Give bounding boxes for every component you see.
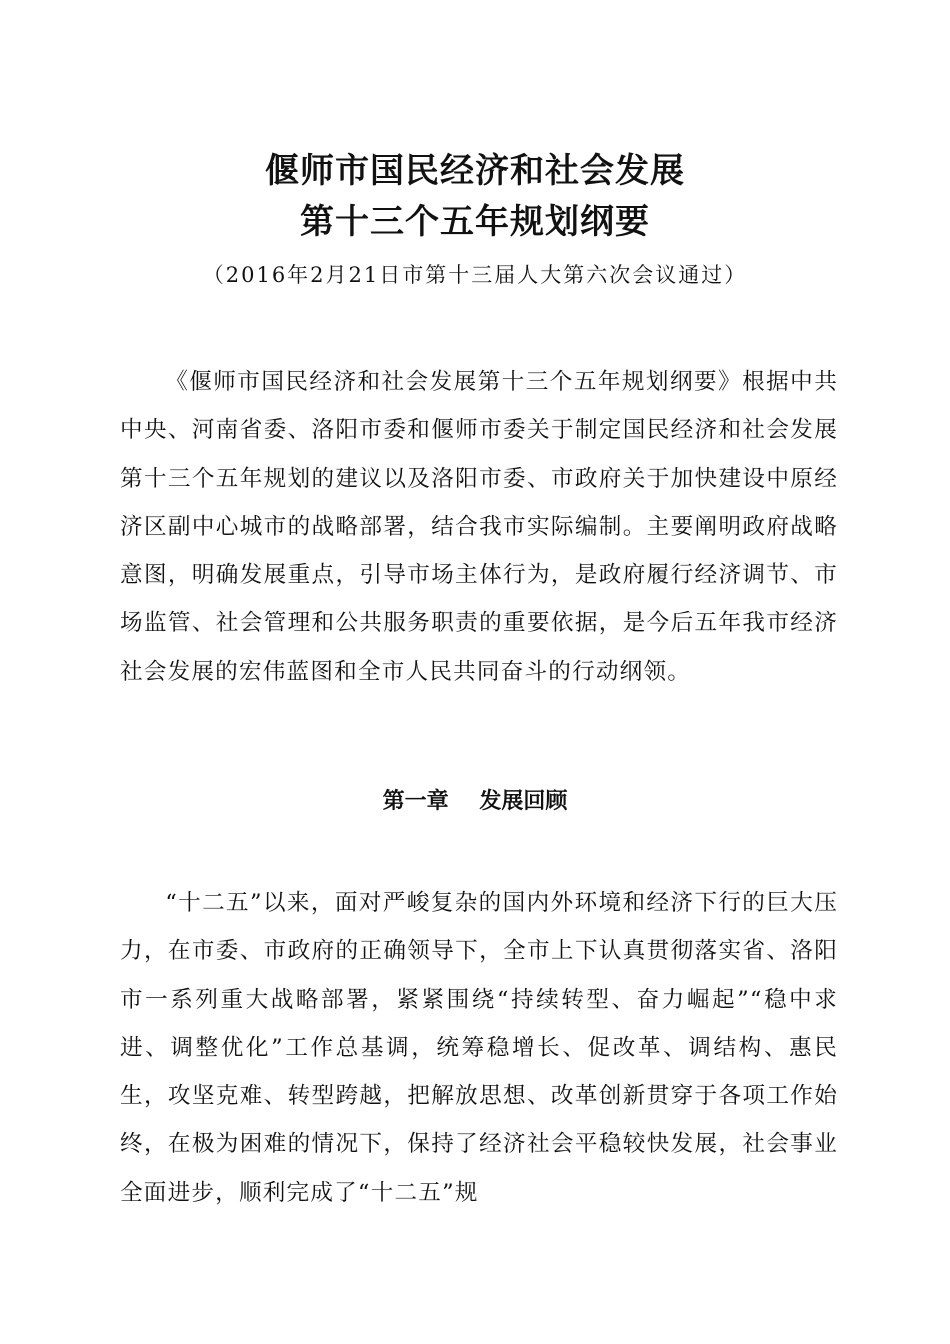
- chapter-number: 第一章: [382, 789, 449, 814]
- chapter-title: 发展回顾: [479, 789, 568, 814]
- intro-paragraph: 《偃师市国民经济和社会发展第十三个五年规划纲要》根据中共中央、河南省委、洛阳市委和偃师市委关于制定国民经济和社会发展第十三个五年规划的建议以及洛阳市委、市政府关于加快建设中原经济区副中心城市的战略部署，结合我市实际编制。主要阐明政府战略意图，明确发展重点，引导市场主体行为，是政府履行经济调节、市场监管、社会管理和公共服务职责的重要依据，是今后五年我市经济社会发展的宏伟蓝图和全市人民共同奋斗的行动纲领。: [120, 369, 838, 685]
- document-title-line1: 偃师市国民经济和社会发展: [265, 151, 685, 191]
- document-title-line2: 第十三个五年规划纲要: [300, 202, 650, 242]
- chapter-heading: [0, 786, 950, 818]
- document-subtitle: （2016年2月21日市第十三届人大第六次会议通过）: [202, 263, 748, 287]
- chapter-paragraph: “十二五”以来，面对严峻复杂的国内外环境和经济下行的巨大压力，在市委、市政府的正确领导下，全市上下认真贯彻落实省、洛阳市一系列重大战略部署，紧紧围绕“持续转型、奋力崛起”“稳中求进、调整优化”工作总基调，统筹稳增长、促改革、调结构、惠民生，攻坚克难、转型跨越，把解放思想、改革创新贯穿于各项工作始终，在极为困难的情况下，保持了经济社会平稳较快发展，社会事业全面进步，顺利完成了“十二五”规: [120, 890, 838, 1206]
